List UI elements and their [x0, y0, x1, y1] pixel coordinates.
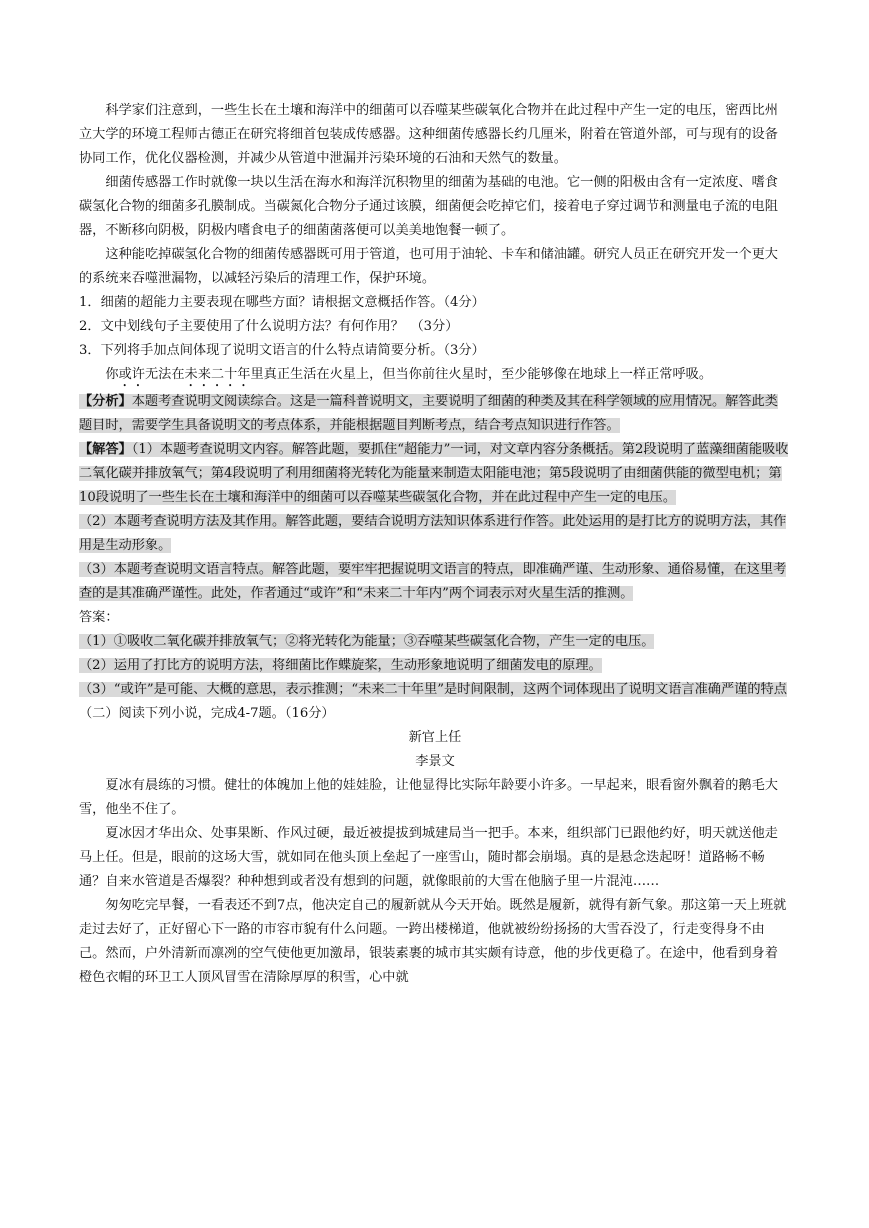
- question-1: 1．细菌的超能力主要表现在哪些方面？请根据文意概括作答。（4分）: [79, 295, 485, 310]
- solution-label: 【解答】: [79, 442, 132, 457]
- story-author: 李景文: [415, 754, 455, 769]
- answer-2: （2）运用了打比方的说明方法，将细菌比作蝶旋桨，生动形象地说明了细菌发电的原理。: [79, 658, 602, 673]
- solution-answer-2: （2）本题考查说明方法及其作用。解答此题，要结合说明方法知识体系进行作答。此处运用的是打比方的说明方法，其作用是生动形象。: [79, 514, 787, 553]
- answer-block-3: [79, 678, 791, 702]
- example-post: 里真正生活在火星上，但当你前往火星时，至少能够像在地球上一样正常呼吸。: [250, 367, 713, 382]
- story-paragraph-1: 夏冰有晨练的习惯。健壮的体魄加上他的娃娃脸，让他显得比实际年龄要小许多。一早起来，眼看窗外飘着的鹅毛大雪，他坐不住了。: [79, 778, 778, 817]
- example-sentence: [79, 363, 791, 390]
- answer-3: （3）“或许”是可能、大概的意思，表示推测；“未来二十年里”是时间限制，这两个词体现出了说明文语言准确严谨的特点: [79, 682, 787, 697]
- article-paragraph-2: 细菌传感器工作时就像一块以生活在海水和海洋沉积物里的细菌为基础的电池。它一侧的阳极由含有一定浓度、嗜食碳氢化合物的细菌多孔膜制成。当碳氮化合物分子通过该膜，细菌便会吃掉它们，接着电子穿过调节和测量电子流的电阻器，不断移向阴极，阴极内嗜食电子的细菌菌落便可以美美地饱餐一顿了。: [79, 175, 778, 238]
- article-paragraph-1: 科学家们注意到，一些生长在土壤和海洋中的细菌可以吞噬某些碳氧化合物并在此过程中产生一定的电压，密西比州立大学的环境工程师古德正在研究将细首包装成传感器。这种细菌传感器长约几厘米，附着在管道外部，可与现有的设备协同工作，优化仪器检测，并减少从管道中泄漏并污染环境的石油和天然气的数量。: [79, 103, 778, 166]
- answer-block-2: [79, 654, 791, 678]
- dotted-word-weilai: 未来二十年: [184, 367, 251, 382]
- example-pre: 你: [105, 367, 119, 382]
- story-paragraph-2: 夏冰因才华出众、处事果断、作风过硬，最近被提拔到城建局当一把手。本来，组织部门已跟他约好，明天就送他走马上任。但是，眼前的这场大雪，就如同在他头顶上垒起了一座雪山，随时都会崩塌。真的是悬念迭起呀！道路畅不畅通？自来水管道是否爆裂？种种想到或者没有想到的问题，就像眼前的大雪在他脑子里一片混沌……: [79, 826, 778, 889]
- answer-block-1: [79, 630, 791, 654]
- solution-block-2: [79, 510, 791, 558]
- story-paragraph-3: 匆匆吃完早餐，一看表还不到7点，他决定自己的履新就从今天开始。既然是履新，就得有新气象。那这第一天上班就走过去好了，正好留心下一路的市容市貌有什么问题。一跨出楼梯道，他就被纷纷扬扬的大雪吞没了，行走变得身不由己。然而，户外清新而凛冽的空气使他更加激昂，银装素裹的城市其实颇有诗意，他的步伐更稳了。在途中，他看到身着橙色衣帽的环卫工人顶风冒雪在清除厚厚的积雪，心中就: [79, 898, 787, 985]
- question-3: 3．下列将手加点间体现了说明文语言的什么特点请简要分析。（3分）: [79, 343, 485, 358]
- solution-block-3: [79, 558, 791, 606]
- analysis-label: 【分析】: [79, 394, 132, 409]
- answer-label: 答案：: [79, 610, 119, 625]
- article-paragraph-3: 这种能吃掉碳氢化合物的细菌传感器既可用于管道，也可用于油轮、卡车和储油罐。研究人员正在研究开发一个更大的系统来吞噬泄漏物，以减轻污染后的清理工作，保护环境。: [79, 247, 778, 286]
- story-title: 新官上任: [408, 730, 462, 745]
- question-2: 2．文中划线句子主要使用了什么说明方法？有何作用？ （3分）: [79, 319, 459, 334]
- example-mid: 无法在: [144, 367, 185, 382]
- solution-answer-3: （3）本题考查说明文语言特点。解答此题，要牢牢把握说明文语言的特点，即准确严谨、生动形象、通俗易懂，在这里考查的是其准确严谨性。此处，作者通过“或许”和“未来二十年内”两个词表示对火星生活的推测。: [79, 562, 787, 601]
- solution-block-1: [79, 438, 791, 510]
- answer-1: （1）①吸收二氧化碳并排放氧气；②将光转化为能量；③吞噬某些碳氢化合物，产生一定的电压。: [79, 634, 655, 649]
- section-2-heading: （二）阅读下列小说，完成4-7题。（16分）: [79, 706, 335, 721]
- analysis-block: [79, 390, 791, 438]
- solution-answer-1: （1）本题考查说明文内容。解答此题，要抓住“超能力”一词，对文章内容分条概括。第2段说明了蓝藻细菌能吸收二氧化碳并排放氧气；第4段说明了利用细菌将光转化为能量来制造太阳能电池；第5段说明了由细菌供能的微型电机；第10段说明了一些生长在土壤和海洋中的细菌可以吞噬某些碳氢化合物，并在此过程中产生一定的电压。: [79, 442, 789, 505]
- analysis-text: 本题考查说明文阅读综合。这是一篇科普说明文，主要说明了细菌的种类及其在科学领域的应用情况。解答此类题目时，需要学生具备说明文的考点体系，并能根据题目判断考点，结合考点知识进行作答。: [79, 394, 778, 433]
- dotted-word-huoxu: 或许: [118, 367, 145, 382]
